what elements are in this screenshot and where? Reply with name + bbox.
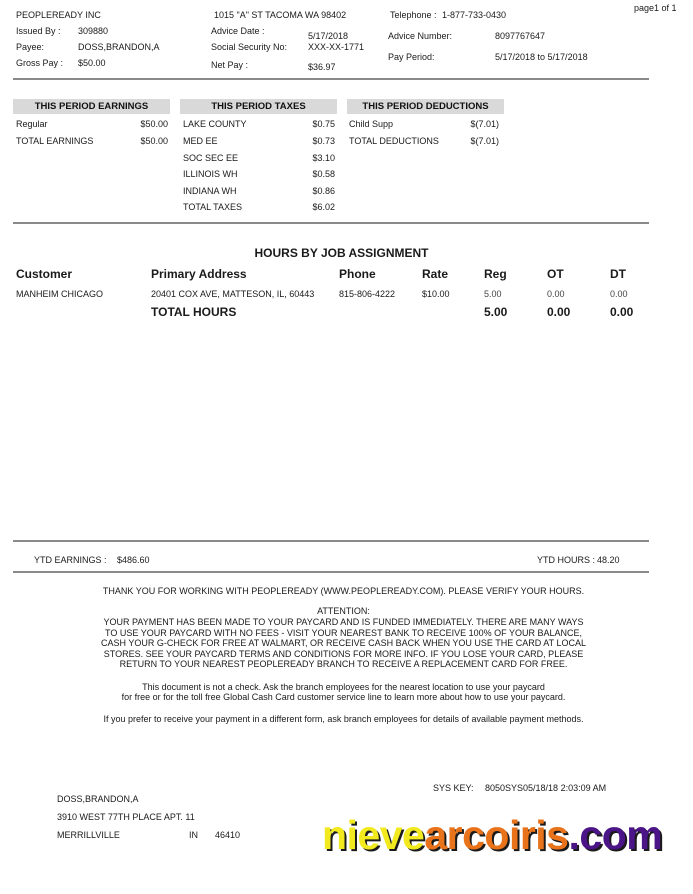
tax-value: $0.75 (312, 119, 335, 129)
sys-key-label: SYS KEY: (433, 783, 474, 793)
attention-line: CASH YOUR G-CHECK FOR FREE AT WALMART, OR RECEIVE CASH BACK WHEN YOU USE THE CARD AT LOCAL (101, 638, 586, 648)
cell-address: 20401 COX AVE, MATTESON, IL, 60443 (151, 289, 315, 299)
deduction-value: $(7.01) (470, 119, 499, 129)
tax-value: $3.10 (312, 153, 335, 163)
tax-label: LAKE COUNTY (183, 119, 247, 129)
not-check-line: for free or for the toll free Global Cash Card customer service line to learn more about how to use your paycard. (121, 692, 566, 702)
payment-form-notice: If you prefer to receive your payment in a different form, ask branch employees for details of available payment methods. (103, 714, 584, 724)
tax-label: MED EE (183, 136, 218, 146)
attention-line: RETURN TO YOUR NEAREST PEOPLEREADY BRANCH TO RECEIVE A REPLACEMENT CARD FOR FREE. (119, 659, 568, 669)
thank-you-notice: THANK YOU FOR WORKING WITH PEOPLEREADY (WWW.PEOPLEREADY.COM). PLEASE VERIFY YOUR HOURS. (102, 586, 585, 596)
earnings-value: $50.00 (140, 136, 168, 146)
ytd-earnings-label: YTD EARNINGS : (34, 555, 107, 565)
divider (13, 222, 649, 224)
mailing-name: DOSS,BRANDON,A (57, 794, 139, 804)
ssn-value: XXX-XX-1771 (308, 42, 365, 52)
hours-title: HOURS BY JOB ASSIGNMENT (254, 246, 429, 260)
ytd-hours-value: 48.20 (597, 555, 620, 565)
pay-period-value: 5/17/2018 to 5/17/2018 (495, 52, 588, 62)
telephone-value: 1-877-733-0430 (442, 10, 507, 20)
column-header-customer: Customer (16, 267, 73, 281)
company-address: 1015 "A" ST TACOMA WA 98402 (214, 10, 347, 20)
tax-value: $0.86 (312, 186, 335, 196)
tax-value: $6.02 (312, 202, 335, 212)
watermark-part: arcoiris (424, 812, 569, 858)
deduction-value: $(7.01) (470, 136, 499, 146)
total-hours-label: TOTAL HOURS (151, 305, 237, 319)
watermark-logo (322, 812, 662, 859)
ssn-label: Social Security No: (211, 42, 288, 52)
attention-line: YOUR PAYMENT HAS BEEN MADE TO YOUR PAYCARD AND IS FUNDED IMMEDIATELY. THERE ARE MANY WAYS (103, 617, 584, 627)
mailing-state: IN (189, 830, 198, 840)
advice-number-label: Advice Number: (388, 31, 453, 41)
column-header-rate: Rate (422, 267, 449, 281)
not-check-line: This document is not a check. Ask the branch employees for the nearest location to use your paycard (142, 682, 545, 692)
ytd-earnings-value: $486.60 (117, 555, 150, 565)
total-ot: 0.00 (547, 305, 571, 319)
tax-label: SOC SEC EE (183, 153, 239, 163)
deductions-header: THIS PERIOD DEDUCTIONS (347, 99, 504, 114)
page-indicator: page1 of 1 (634, 3, 677, 13)
mailing-zip: 46410 (215, 830, 241, 840)
gross-pay-value: $50.00 (78, 58, 106, 68)
gross-pay-label: Gross Pay : (16, 58, 64, 68)
column-header-reg: Reg (484, 267, 507, 281)
attention-line: TO USE YOUR PAYCARD WITH NO FEES - VISIT YOUR NEAREST BANK TO RECEIVE 100% OF YOUR BALANCE, (105, 628, 582, 638)
mailing-city: MERRILLVILLE (57, 830, 120, 840)
advice-date-label: Advice Date : (211, 26, 265, 36)
mailing-street: 3910 WEST 77TH PLACE APT. 11 (57, 812, 195, 822)
tax-label: TOTAL TAXES (183, 202, 243, 212)
column-header-phone: Phone (339, 267, 376, 281)
taxes-header: THIS PERIOD TAXES (180, 99, 337, 114)
divider (13, 540, 649, 542)
watermark-part: nieve (322, 812, 425, 858)
cell-phone: 815-806-4222 (339, 289, 396, 299)
tax-label: ILLINOIS WH (183, 169, 238, 179)
issued-by-value: 309880 (78, 26, 109, 36)
tax-label: INDIANA WH (183, 186, 237, 196)
pay-period-label: Pay Period: (388, 52, 435, 62)
earnings-value: $50.00 (140, 119, 168, 129)
cell-reg: 5.00 (484, 289, 502, 299)
attention-title: ATTENTION: (317, 606, 370, 616)
deduction-label: Child Supp (349, 119, 394, 129)
issued-by-label: Issued By : (16, 26, 61, 36)
company-name: PEOPLEREADY INC (16, 10, 101, 20)
watermark-part: .com (568, 812, 663, 858)
column-header-dt: DT (610, 267, 626, 281)
advice-date-value: 5/17/2018 (308, 31, 349, 41)
earnings-label: TOTAL EARNINGS (16, 136, 94, 146)
total-dt: 0.00 (610, 305, 634, 319)
payee-value: DOSS,BRANDON,A (78, 42, 160, 52)
net-pay-value: $36.97 (308, 62, 336, 72)
telephone-label: Telephone : (390, 10, 437, 20)
cell-dt: 0.00 (610, 289, 628, 299)
earnings-label: Regular (16, 119, 48, 129)
payee-label: Payee: (16, 42, 45, 52)
column-header-ot: OT (547, 267, 564, 281)
tax-value: $0.73 (312, 136, 335, 146)
earnings-header: THIS PERIOD EARNINGS (13, 99, 170, 114)
advice-number-value: 8097767647 (495, 31, 546, 41)
divider (13, 571, 649, 573)
total-reg: 5.00 (484, 305, 508, 319)
deduction-label: TOTAL DEDUCTIONS (349, 136, 439, 146)
sys-key-value: 8050SYS05/18/18 2:03:09 AM (485, 783, 607, 793)
cell-ot: 0.00 (547, 289, 565, 299)
divider (13, 78, 649, 80)
ytd-hours-label: YTD HOURS : (537, 555, 596, 565)
net-pay-label: Net Pay : (211, 60, 249, 70)
column-header-address: Primary Address (151, 267, 247, 281)
attention-line: STORES. SEE YOUR PAYCARD TERMS AND CONDITIONS FOR MORE INFO. IF YOU LOSE YOUR CARD, PLEASE (103, 649, 584, 659)
cell-rate: $10.00 (422, 289, 450, 299)
cell-customer: MANHEIM CHICAGO (16, 289, 104, 299)
tax-value: $0.58 (312, 169, 335, 179)
